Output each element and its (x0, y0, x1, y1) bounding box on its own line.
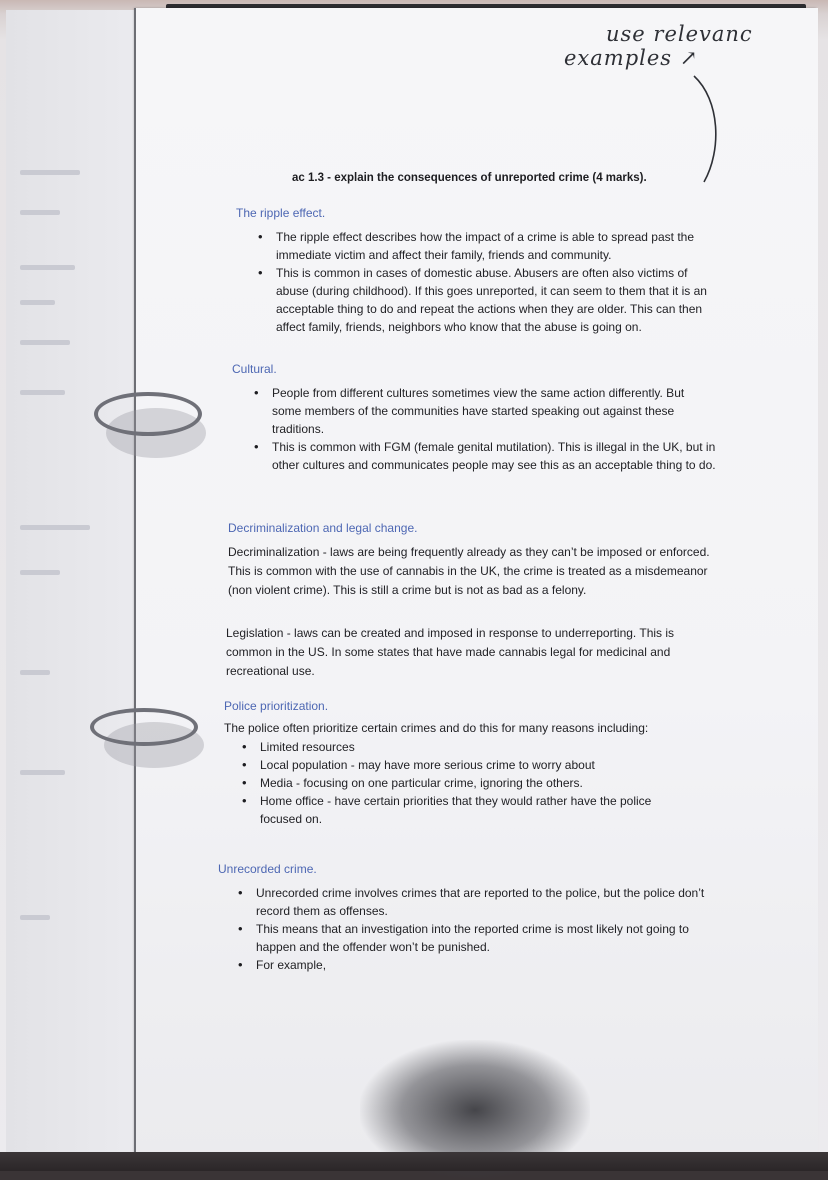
police-intro: The police often prioritize certain crimes and do this for many reasons including: (224, 721, 649, 735)
teacher-comment-line1: use relevanc (606, 22, 753, 46)
police-bullets (242, 738, 694, 828)
ripple-bullets (258, 228, 714, 336)
list-item: • The ripple effect describes how the impact of a crime is able to spread past the immediate victim and affect their family, friends and community. (258, 228, 714, 264)
list-item: • This means that an investigation into the reported crime is most likely not going to happen and the offender won’t be punished. (238, 920, 716, 956)
heading-ripple-effect: The ripple effect. (236, 206, 326, 220)
heading-unrecorded-crime: Unrecorded crime. (218, 862, 317, 876)
teacher-comment-text: examples (564, 46, 673, 70)
heading-cultural: Cultural. (232, 362, 277, 376)
list-item: • Limited resources (242, 738, 694, 756)
photo-bottom-edge (0, 1152, 828, 1171)
list-item: • People from different cultures sometimes view the same action differently. But some members of the communities have started speaking out against these traditions. (254, 384, 716, 438)
cultural-bullets (254, 384, 716, 474)
list-item: • Unrecorded crime involves crimes that are reported to the police, but the police don’t record them as offenses. (238, 884, 716, 920)
heading-decriminalization: Decriminalization and legal change. (228, 521, 418, 535)
list-item: • Home office - have certain priorities that they would rather have the police focused on. (242, 792, 694, 828)
list-item: • Local population - may have more serious crime to worry about (242, 756, 694, 774)
list-item: • Media - focusing on one particular crime, ignoring the others. (242, 774, 694, 792)
page-title: ac 1.3 - explain the consequences of unreported crime (4 marks). (292, 172, 647, 184)
list-item: • This is common with FGM (female genital mutilation). This is illegal in the UK, but in other cultures and communicates people may see this as an acceptable thing to do. (254, 438, 716, 474)
decriminalization-paragraph: Decriminalization - laws are being frequently already as they can’t be imposed or enforced. This is common with the use of cannabis in the UK, the crime is treated as a misdemeanor (non violent crime). This is still a crime but is not as bad as a felony. (228, 545, 710, 597)
unrecorded-bullets (238, 884, 716, 974)
legislation-paragraph: Legislation - laws can be created and imposed in response to underreporting. This is common in the US. In some states that have made cannabis legal for medicinal and recreational use. (226, 626, 675, 678)
arrow-icon: ↗ (679, 46, 699, 70)
list-item: • This is common in cases of domestic abuse. Abusers are often also victims of abuse (during childhood). If this goes unreported, it can seem to them that it is an acceptable thing to do and repeat the actions when they are older. This can then affect family, friends, neighbors who know that the abuse is going on. (258, 264, 714, 336)
heading-police-prioritization: Police prioritization. (224, 699, 329, 713)
list-item: • For example, (238, 956, 716, 974)
